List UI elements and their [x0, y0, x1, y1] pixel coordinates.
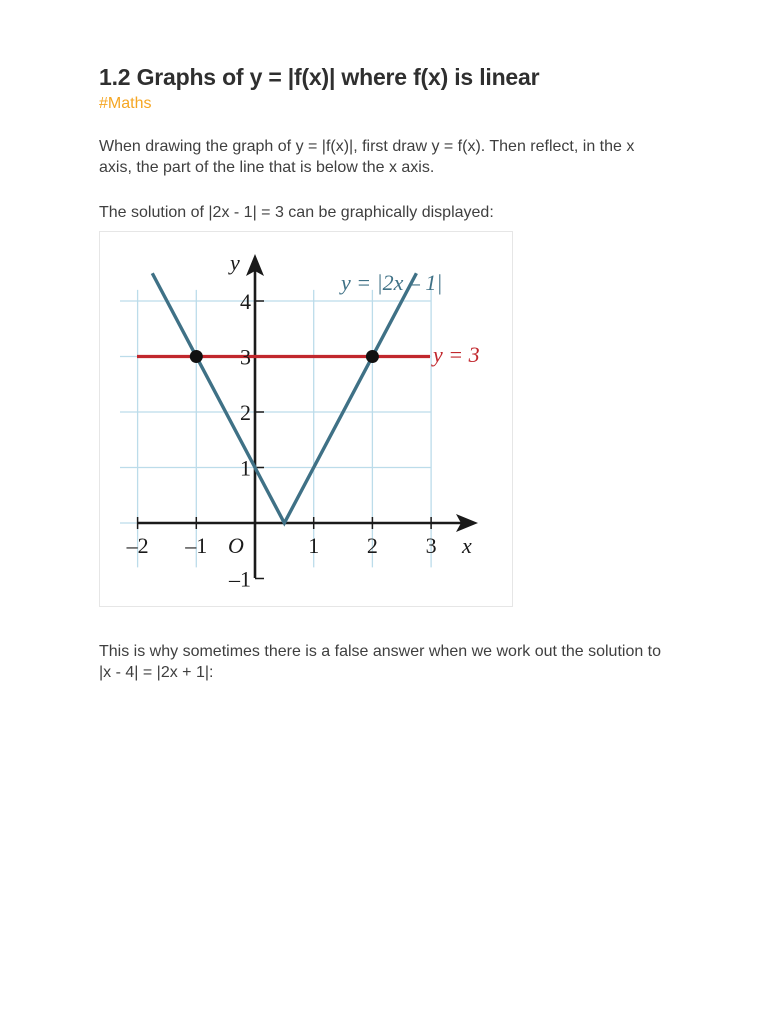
tick-labels: [126, 289, 437, 592]
origin-label: O: [228, 533, 244, 558]
axes: [137, 254, 478, 578]
y-tick-label: 4: [240, 289, 251, 314]
abs-value-graph: [100, 232, 514, 608]
x-tick-label: 2: [366, 533, 378, 558]
series-lines: [137, 273, 430, 523]
intersection-point: [366, 350, 379, 363]
x-axis-label: x: [462, 533, 472, 558]
paragraph-false-answer: This is why sometimes there is a false answer when we work out the solution to |x - 4| = |2x + 1|:: [99, 643, 662, 681]
x-tick-label: 3: [425, 533, 437, 558]
series-label-v: y = |2x – 1|: [341, 270, 443, 295]
graph-figure: [99, 231, 513, 607]
tick-marks: [138, 301, 432, 579]
x-tick-label: –2: [126, 533, 149, 558]
intersection-point: [190, 350, 203, 363]
paragraph-solution: The solution of |2x - 1| = 3 can be graphically displayed:: [99, 204, 494, 221]
page-title: 1.2 Graphs of y = |f(x)| where f(x) is linear: [99, 64, 540, 90]
hashtag-link[interactable]: #Maths: [99, 95, 152, 112]
y-axis-label: y: [230, 250, 240, 275]
y-tick-label: 2: [240, 400, 251, 425]
y-tick-label: 1: [240, 455, 251, 481]
note-page: [99, 64, 669, 681]
paragraph-intro: When drawing the graph of y = |f(x)|, first draw y = f(x). Then reflect, in the x axis, the part of the line that is below the x axis.: [99, 138, 635, 176]
y-tick-label: –1: [229, 566, 251, 592]
series-label-h: y = 3: [433, 342, 480, 367]
x-tick-label: 1: [308, 533, 320, 558]
x-tick-label: –1: [185, 533, 208, 558]
y-tick-label: 3: [240, 344, 251, 370]
series-line-abs-2x-minus-1: [152, 273, 416, 523]
